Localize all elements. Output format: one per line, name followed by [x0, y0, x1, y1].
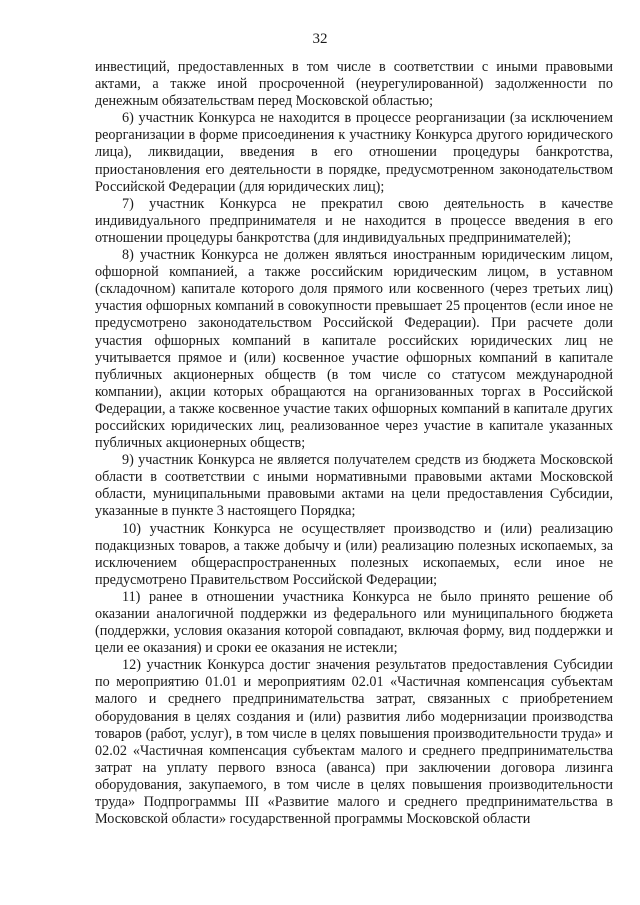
paragraph-continuation: инвестиций, предоставленных в том числе в соответствии с иными правовыми актами, а также иной просроченной (неурегулированной) задолженности по денежным обязательствам перед Московской областью;: [95, 59, 613, 110]
paragraph-item-9: 9) участник Конкурса не является получателем средств из бюджета Московской области в соответствии с иными нормативными правовыми актами Московской области, муниципальными правовыми актами на цели предоставления Субсидии, указанные в пункте 3 настоящего Порядка;: [95, 452, 613, 520]
page-number: 32: [312, 31, 328, 47]
paragraph-item-6: 6) участник Конкурса не находится в процессе реорганизации (за исключением реорганизации в форме присоединения к участнику Конкурса другого юридического лица), ликвидации, введения в его отношении процедуры банкротства, приостановления его деятельности в порядке, предусмотренном законодательством Российской Федерации (для юридических лиц);: [95, 110, 613, 195]
document-body: [95, 59, 613, 828]
paragraph-item-8: 8) участник Конкурса не должен являться иностранным юридическим лицом, офшорной компанией, а также российским юридическим лицом, в уставном (складочном) капитале которого доля прямого или косвенного (через третьих лиц) участия офшорных компаний в совокупности превышает 25 процентов (если иное не предусмотрено законодательством Российской Федерации). При расчете доли участия офшорных компаний в капитале российских юридических лиц не учитывается прямое и (или) косвенное участие офшорных компаний в капитале публичных акционерных обществ (в том числе со статусом международной компании), акции которых обращаются на организованных торгах в Российской Федерации, а также косвенное участие таких офшорных компаний в капитале других российских юридических лиц, реализованное через участие в капитале указанных публичных акционерных обществ;: [95, 247, 613, 452]
paragraph-item-12: 12) участник Конкурса достиг значения результатов предоставления Субсидии по мероприятию 01.01 и мероприятиям 02.01 «Частичная компенсация субъектам малого и среднего предпринимательства затрат, связанных с приобретением оборудования в целях создания и (или) развития либо модернизации производства товаров (работ, услуг), в том числе в целях повышения производительности труда» и 02.02 «Частичная компенсация субъектам малого и среднего предпринимательства затрат на уплату первого взноса (аванса) при заключении договора лизинга оборудования, закупаемого, в том числе в целях повышения производительности труда» Подпрограммы III «Развитие малого и среднего предпринимательства в Московской области» государственной программы Московской области: [95, 657, 613, 828]
paragraph-item-7: 7) участник Конкурса не прекратил свою деятельность в качестве индивидуального предпринимателя и не находится в процессе введения в его отношении процедуры банкротства (для индивидуальных предпринимателей);: [95, 195, 613, 246]
paragraph-item-11: 11) ранее в отношении участника Конкурса не было принято решение об оказании аналогичной поддержки из федерального или муниципального бюджета (поддержки, условия оказания которой совпадают, включая форму, вид поддержки и цели ее оказания) и сроки ее оказания не истекли;: [95, 588, 613, 657]
paragraph-item-10: 10) участник Конкурса не осуществляет производство и (или) реализацию подакцизных товаров, а также добычу и (или) реализацию полезных ископаемых, за исключением общераспространенных полезных ископаемых, если иное не предусмотрено Правительством Российской Федерации;: [95, 520, 613, 588]
